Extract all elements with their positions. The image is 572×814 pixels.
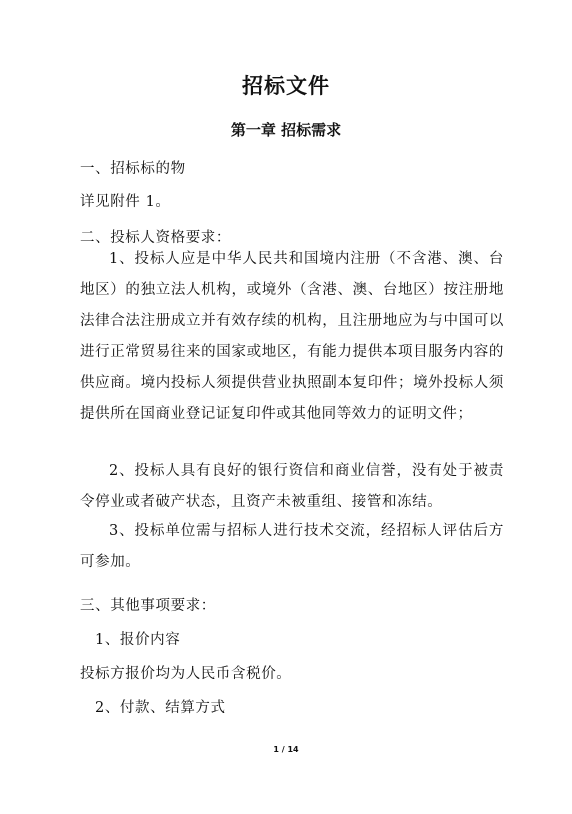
section3-sub1-text: 投标方报价均为人民币含税价。: [80, 666, 292, 682]
section2-item2: 2、投标人具有良好的银行资信和商业信誉，没有处于被责令停业或者破产状态，且资产未被重组、接管和冻结。: [80, 463, 504, 510]
chapter-heading: 第一章 招标需求: [230, 121, 342, 139]
page-number: 1 / 14: [273, 745, 299, 754]
section2-item3: 3、投标单位需与招标人进行技术交流，经招标人评估后方可参加。: [80, 523, 504, 570]
section3-sub1: 1、报价内容: [95, 632, 181, 648]
section3-heading: 三、其他事项要求：: [80, 598, 216, 614]
section1-heading: 一、招标标的物: [80, 161, 186, 177]
section2-heading: 二、投标人资格要求：: [80, 230, 231, 246]
section2-item1: 1、投标人应是中华人民共和国境内注册（不含港、澳、台地区）的独立法人机构，或境外（含港、澳、台地区）按注册地法律合法注册成立并有效存续的机构，且注册地应为与中国可以进行正常贸易往来的国家或地区，有能力提供本项目服务内容的供应商。境内投标人须提供营业执照副本复印件；境外投标人须提供所在国商业登记证复印件或其他同等效力的证明文件；: [80, 251, 504, 422]
section3-sub2: 2、付款、结算方式: [95, 700, 226, 716]
document-title: 招标文件: [242, 74, 330, 98]
section1-text: 详见附件 1。: [80, 194, 171, 210]
